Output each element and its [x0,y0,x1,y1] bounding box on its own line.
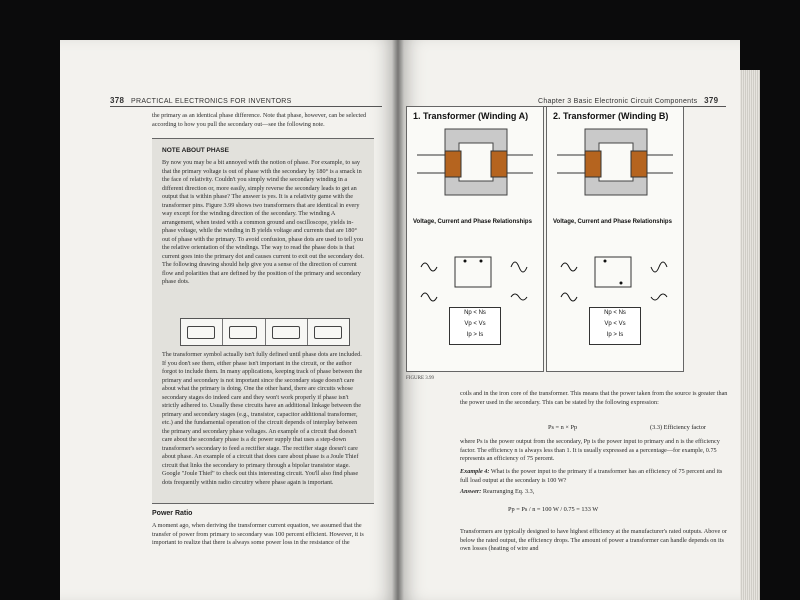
example-label: Example 4: [460,468,490,475]
body-paragraph-3: Transformers are typically designed to have highest efficiency at the manufacturer's rated outputs. Above or below the rated output, the efficiency drops. The amount of power a transformer can handle depends on its own losses (heating of wire and [460,528,727,552]
relation-line: Np < Ns [464,310,486,316]
intro-paragraph: the primary as an identical phase difference. Note that phase, however, can be selected according to how you pull the secondary out—see the following note. [152,112,367,128]
transformer-symbol [181,319,223,345]
relationships-title-b: Voltage, Current and Phase Relationships [553,219,672,225]
relation-line: Vp < Vs [604,321,626,327]
transformer-symbol [308,319,349,345]
relationship-box-a [449,307,501,345]
left-page [60,40,398,600]
figure-panel-b [546,106,684,372]
page-edges [740,70,760,600]
left-running-head [110,96,292,105]
example-paragraph [460,468,728,485]
section-paragraph: A moment ago, when deriving the transformer current equation, we assumed that the transfer of power from primary to secondary was 100 percent efficient. However, it is important to realize that there is always some power loss in the resistance of the [152,522,364,546]
answer-label: Answer: [460,488,482,495]
transformer-symbol [223,319,265,345]
relation-line: Np < Ns [604,310,626,316]
transformer-symbol [266,319,308,345]
left-header-rule [110,106,382,107]
figure-caption: FIGURE 3.99 [406,376,435,381]
figure-b-title: 2. Transformer (Winding B) [553,111,669,121]
left-page-number: 378 [110,96,125,105]
body-paragraph-2: where Ps is the power output from the secondary, Pp is the power input to primary and n is the efficiency factor. The efficiency n is always less than 1. It is usually expressed as a percentage—for example, 0.75 represents an efficiency of 75 percent. [460,438,720,462]
right-running-title: Chapter 3 Basic Electronic Circuit Components [538,98,698,105]
open-book [60,40,760,600]
answer-equation: Pp = Ps / n = 100 W / 0.75 = 133 W [508,506,599,513]
right-page [398,40,740,600]
efficiency-equation: Ps = n × Pp [548,424,578,431]
figure-panel-a [406,106,544,372]
relationships-title-a: Voltage, Current and Phase Relationships [413,219,532,225]
relation-line: Ip > Is [606,332,624,338]
right-running-head [538,96,718,105]
book-gutter [392,40,404,600]
answer-text: Rearranging Eq. 3.3, [482,488,535,495]
body-paragraph-1: coils and in the iron core of the transformer. This means that the power taken from the source is greater than the power used in the secondary. This can be stated by the following expression: [460,390,728,406]
section-heading: Power Ratio [152,510,193,517]
figure-a-title: 1. Transformer (Winding A) [413,111,529,121]
example-text: What is the power input to the primary if a transformer has an efficiency of 75 percent and its full load output at the secondary is 100 W? [460,468,723,484]
relationship-box-b [589,307,641,345]
right-page-number: 379 [704,96,719,105]
equation-label: (3.3) Efficiency factor [650,424,707,431]
note-box [152,138,374,504]
note-title: NOTE ABOUT PHASE [162,147,229,154]
left-running-title: PRACTICAL ELECTRONICS FOR INVENTORS [131,98,292,105]
answer-paragraph [460,488,728,497]
relation-line: Ip > Is [466,332,484,338]
note-paragraph-2: The transformer symbol actually isn't fully defined until phase dots are included. If you don't see them, either phase isn't important in the circuit, or the author forgot to include them. In many applications, keeping track of phase between the primary and secondary is not important since the secondary stage doesn't care about what the primary is doing. One the other hand, there are circuits whose secondary stages do indeed care and they won't work properly if phase isn't strictly adhered to. Usually these circuits have an additional linkage between the primary and secondary stages (e.g., transistor, capacitor additional transformer, etc.) and the fundamental operation of the circuit depends of interplay between the primary and secondary phase voltages. An example of a circuit that doesn't care about the secondary phase is a dc power supply that uses a step-down transformer's secondary to feed a rectifier stage. The rectifier stage doesn't care about phase. An example of a circuit that does care about phase is a Joule Thief circuit that links the secondary to primary through a bipolar transistor stage. Google "Joule Thief" to check out this interesting circuit. You'll also find phase dots frequently within radio circuitry where phase again is important. [162,351,363,486]
note-paragraph-1: By now you may be a bit annoyed with the notion of phase. For example, to say that the primary voltage is out of phase with the secondary by 180° is a smack in the face of relativity. Couldn't you simply wind the secondary winding in a different direction or, more easily, simply reverse the secondary leads to get an output that is within phase? The answer is yes. It is a relativity game with the transformer pins. Figure 3.99 shows two transformers that are identical in every way except for the winding direction of the secondary. The winding A arrangement, when tested with a common ground and oscilloscope, yields in-phase voltage, while the winding in B yields voltage and currents that are 180° out of phase with the primary. To avoid confusion, phase dots are used to tell you the relative orientation of the windings. The way to read the phase dots is that current goes into the primary dot and causes current to exit out the secondary dot. The following drawing should help give you a sense of the direction of current flow and polarities that are defined by the position of the primary and secondary phase dots. [162,159,364,285]
relation-line: Vp < Vs [464,321,486,327]
phase-dot-diagram [180,318,350,346]
